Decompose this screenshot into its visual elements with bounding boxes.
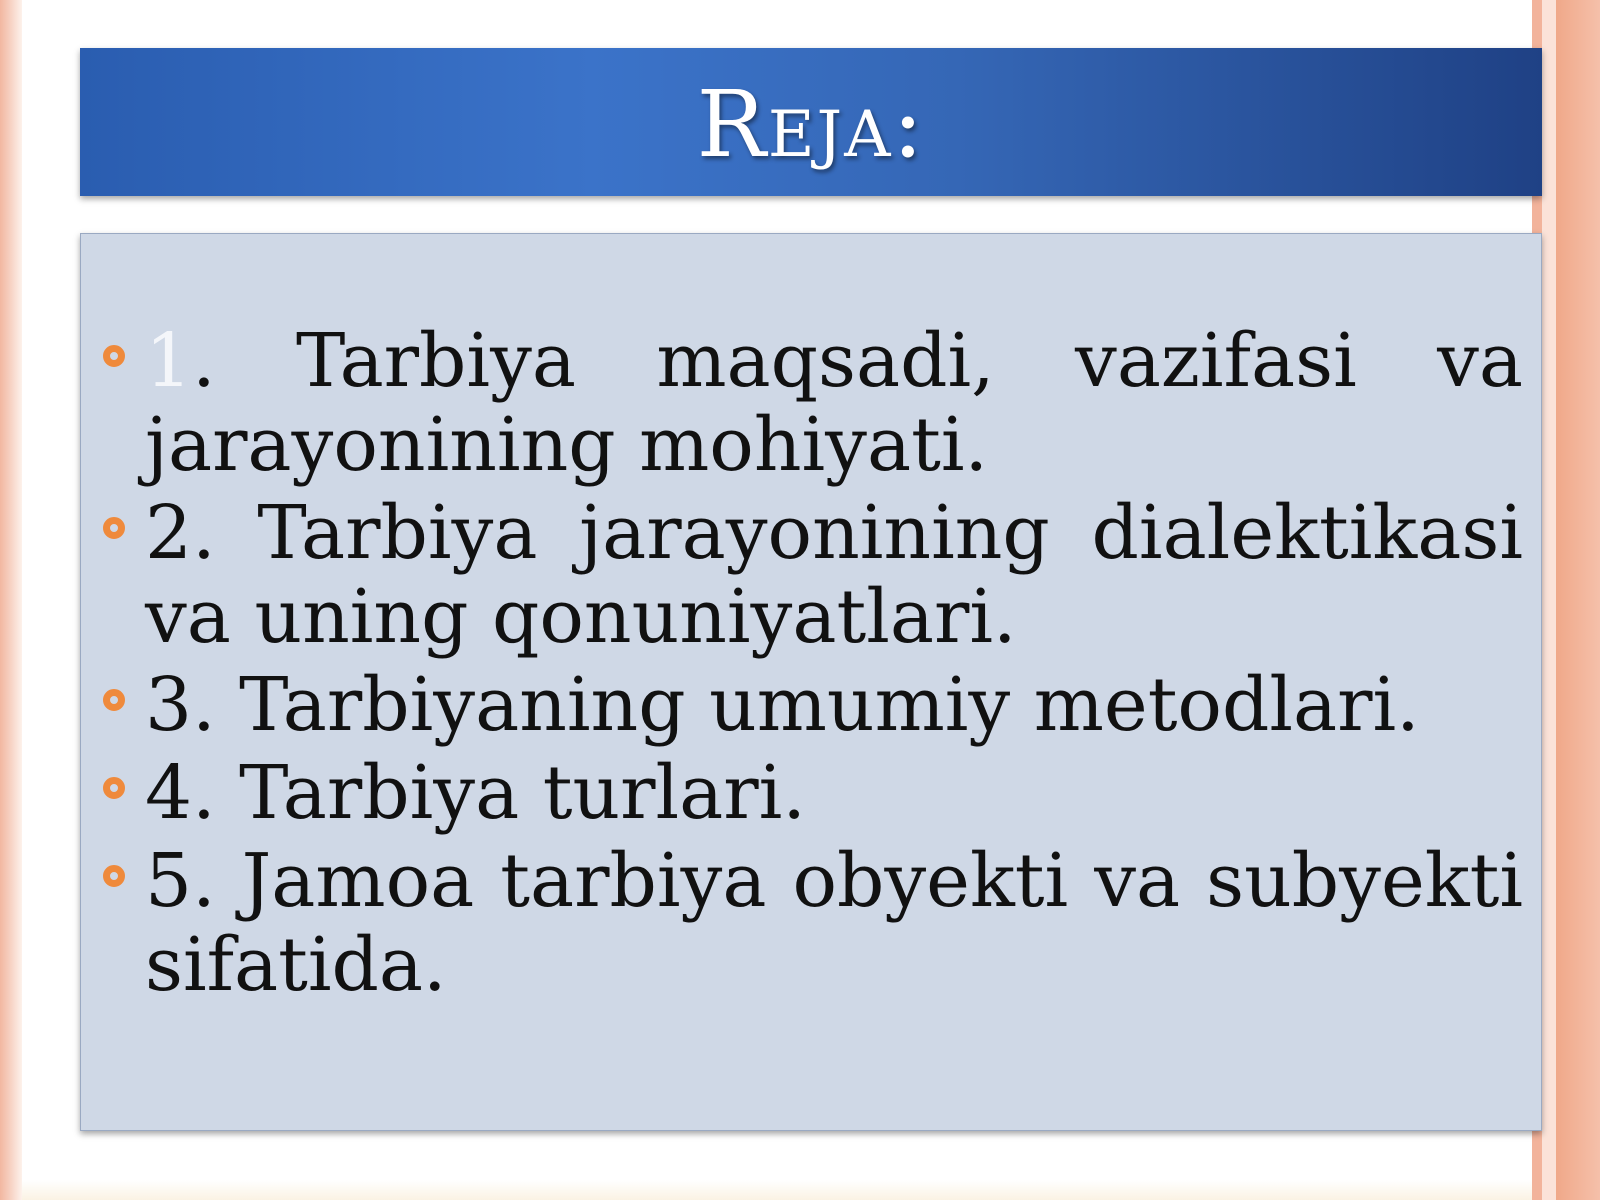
- plan-item-4: [103, 751, 1523, 835]
- plan-item-1: [103, 319, 1523, 487]
- orange-ring-bullet-icon: [103, 517, 125, 539]
- plan-item-number: 4: [145, 750, 193, 836]
- orange-ring-bullet-icon: [103, 777, 125, 799]
- orange-ring-bullet-icon: [103, 345, 125, 367]
- plan-item-text: . Tarbiya jarayonining dialektikasi va uning qonuniyatlari.: [145, 490, 1523, 660]
- bottom-decorative-fade: [22, 1180, 1532, 1200]
- plan-item-text: . Tarbiya maqsadi, vazifasi va jarayonining mohiyati.: [145, 318, 1523, 488]
- plan-item-3: [103, 663, 1523, 747]
- plan-item-number: 3: [145, 662, 193, 748]
- orange-ring-bullet-icon: [103, 865, 125, 887]
- left-decorative-stripe: [0, 0, 22, 1200]
- plan-item-number: 5: [145, 838, 193, 924]
- plan-item-number: 1: [145, 318, 193, 404]
- plan-item-number: 2: [145, 490, 193, 576]
- plan-item-text: . Tarbiya turlari.: [192, 750, 806, 836]
- plan-list: [103, 319, 1523, 1011]
- plan-item-2: [103, 491, 1523, 659]
- title-bar: [80, 48, 1542, 196]
- plan-item-text: . Tarbiyaning umumiy metodlari.: [192, 662, 1420, 748]
- right-decorative-stripe-3: [1556, 0, 1600, 1200]
- plan-item-text: . Jamoa tarbiya obyekti va subyekti sifatida.: [145, 838, 1523, 1008]
- content-panel: [80, 233, 1542, 1131]
- slide-title: Reja:: [696, 71, 926, 178]
- orange-ring-bullet-icon: [103, 689, 125, 711]
- right-decorative-stripe-2: [1542, 0, 1556, 1200]
- plan-item-5: [103, 839, 1523, 1007]
